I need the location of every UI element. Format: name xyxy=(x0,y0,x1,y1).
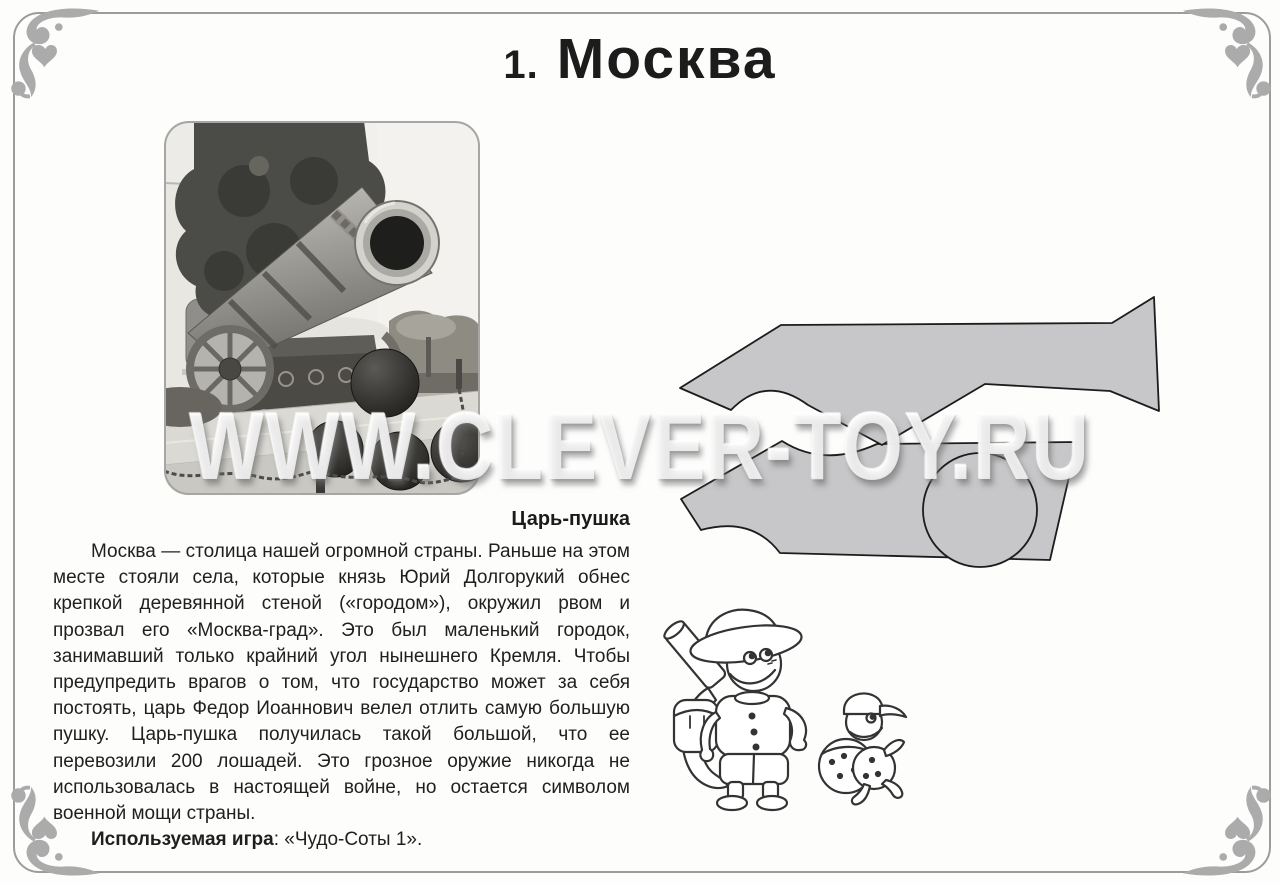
game-line xyxy=(53,827,630,853)
cannon-puzzle-figure xyxy=(660,280,1180,580)
photo-caption: Царь-пушка xyxy=(511,508,630,530)
puzzle-barrel xyxy=(680,297,1159,445)
tsar-cannon-photo xyxy=(164,121,480,495)
puzzle-wheel xyxy=(923,453,1037,567)
watermark: WWW.CLEVER-TOY.RU xyxy=(189,393,1091,500)
corner-flourish-icon xyxy=(1180,783,1276,879)
photo-muzzle xyxy=(355,201,439,285)
game-label: Используемая игра xyxy=(91,829,274,851)
body-paragraph: Москва — столица нашей огромной страны. Раньше на этом месте стояли села, которые князь Юрий Долгорукий обнес крепкой деревянной стеной («городом»), окружил рвом и прозвал его «Москва-град». Это был маленький городок, занимавший только крайний угол нынешнего Кремля. Чтобы предупредить врагов о том, что государство может за себя постоять, царь Федор Иоаннович велел отлить самую большую пушку. Царь-пушка получилась такой большой, что ее перевозили 200 лошадей. Это грозное оружие никогда не использовалась в настоящей войне, но остается символом военной мощи страны. xyxy=(53,541,630,825)
lesson-number: 1. xyxy=(503,43,539,87)
game-value: : «Чудо-Соты 1». xyxy=(273,829,423,851)
lesson-title: Москва xyxy=(556,27,777,91)
text-column xyxy=(53,508,630,853)
page-title xyxy=(0,26,1280,92)
turtle-characters-illustration xyxy=(650,598,990,823)
small-turtle xyxy=(819,693,906,804)
big-turtle xyxy=(662,610,806,810)
